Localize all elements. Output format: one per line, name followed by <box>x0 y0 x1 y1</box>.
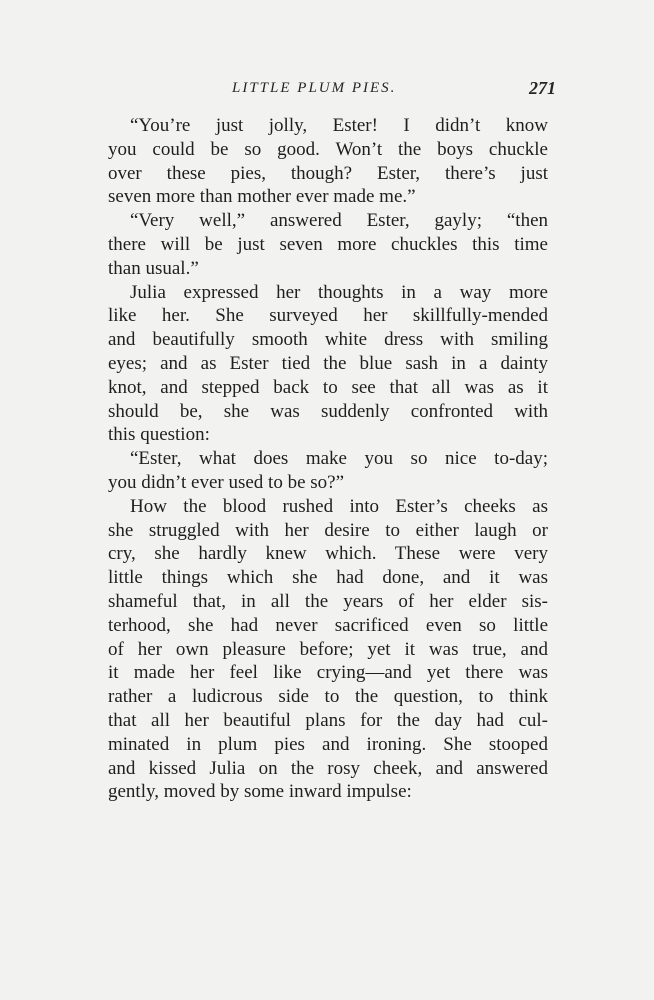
text-line: seven more than mother ever made me.” <box>108 186 416 208</box>
text-line: cry, she hardly knew which. These were very <box>108 543 548 565</box>
page-number: 271 <box>529 78 556 98</box>
text-line: minated in plum pies and ironing. She stooped <box>108 733 548 755</box>
text-line: terhood, she had never sacrificed even so little <box>108 614 548 636</box>
running-title: LITTLE PLUM PIES. <box>232 80 397 96</box>
text-line: eyes; and as Ester tied the blue sash in a dainty <box>108 352 548 374</box>
text-line: you could be so good. Won’t the boys chuckle <box>108 138 548 160</box>
text-line: and kissed Julia on the rosy cheek, and answered <box>108 757 548 779</box>
text-line: than usual.” <box>108 257 199 279</box>
text-line: little things which she had done, and it was <box>108 567 548 589</box>
text-line: this question: <box>108 424 210 446</box>
text-line: knot, and stepped back to see that all was as it <box>108 376 548 398</box>
text-line: and beautifully smooth white dress with smiling <box>108 329 548 351</box>
text-line: she struggled with her desire to either laugh or <box>108 519 548 541</box>
text-line: there will be just seven more chuckles this time <box>108 233 548 255</box>
text-line: like her. She surveyed her skillfully-mended <box>108 305 548 327</box>
text-line: it made her feel like crying—and yet there was <box>108 662 548 684</box>
running-head <box>0 80 654 106</box>
body-text <box>108 114 548 804</box>
text-line: should be, she was suddenly confronted with <box>108 400 548 422</box>
text-line: shameful that, in all the years of her elder sis- <box>108 590 548 612</box>
text-line: that all her beautiful plans for the day had cul- <box>108 709 548 731</box>
text-line: “You’re just jolly, Ester! I didn’t know <box>130 115 548 136</box>
text-line: How the blood rushed into Ester’s cheeks as <box>130 495 548 517</box>
text-line: over these pies, though? Ester, there’s just <box>108 162 548 184</box>
text-line: “Ester, what does make you so nice to-day; <box>130 448 548 470</box>
text-line: gently, moved by some inward impulse: <box>108 781 412 803</box>
text-line: you didn’t ever used to be so?” <box>108 471 345 493</box>
text-line: rather a ludicrous side to the question, to think <box>108 686 548 708</box>
text-line: Julia expressed her thoughts in a way more <box>130 281 548 303</box>
text-line: “Very well,” answered Ester, gayly; “then <box>130 210 548 232</box>
text-line: of her own pleasure before; yet it was true, and <box>108 638 548 660</box>
